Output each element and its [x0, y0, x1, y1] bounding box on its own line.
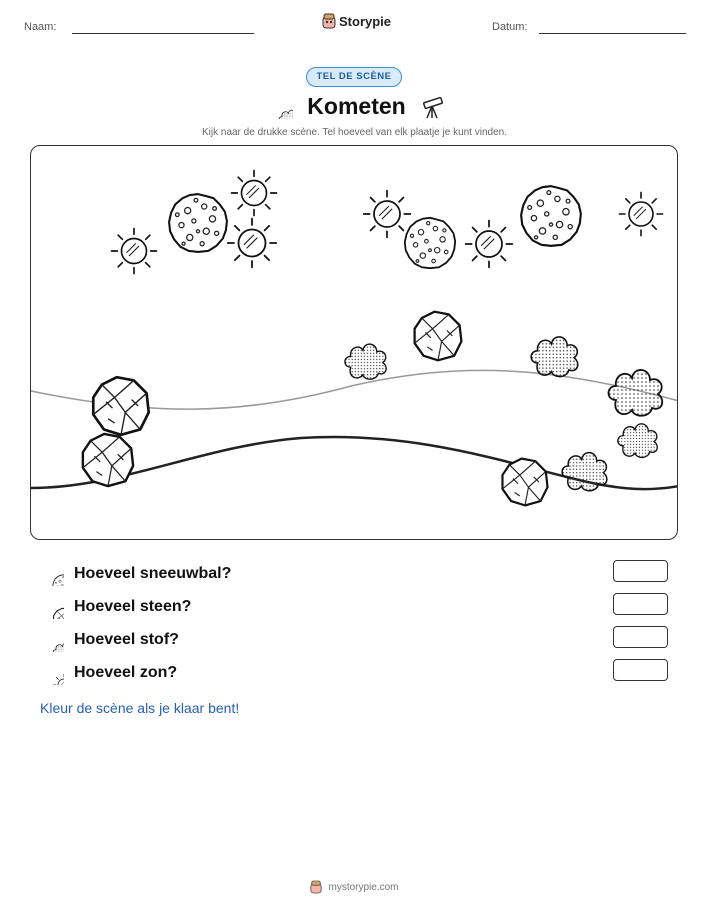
- brand-logo: [322, 13, 391, 29]
- answer-box-snowball[interactable]: [613, 560, 668, 582]
- dust-icon: [40, 628, 64, 652]
- name-field[interactable]: [72, 33, 254, 34]
- rock-item: [415, 312, 462, 361]
- question-text: Hoeveel sneeuwbal?: [74, 565, 232, 582]
- snowball-icon: [40, 562, 64, 586]
- question-text: Hoeveel steen?: [74, 598, 192, 615]
- dust-item: [562, 453, 607, 491]
- sun-icon: [40, 661, 64, 685]
- telescope-icon: [420, 94, 446, 120]
- rock-icon: [40, 595, 64, 619]
- date-label: Datum:: [492, 21, 528, 33]
- coloring-instruction: Kleur de scène als je klaar bent!: [40, 700, 240, 716]
- question-rock: [40, 595, 191, 619]
- rock-item: [502, 459, 547, 506]
- date-field[interactable]: [539, 33, 686, 34]
- answer-box-rock[interactable]: [613, 593, 668, 615]
- name-label: Naam:: [24, 21, 57, 33]
- sun-item: [232, 171, 277, 216]
- answer-box-dust[interactable]: [613, 626, 668, 648]
- dust-item: [345, 344, 386, 379]
- dust-item: [609, 370, 663, 416]
- storypie-mascot-icon: [310, 880, 322, 894]
- sun-item: [112, 229, 157, 274]
- rock-item: [93, 377, 148, 435]
- dust-item: [618, 424, 657, 458]
- snowball-item: [521, 186, 581, 246]
- count-scene: [30, 145, 678, 540]
- footer: [0, 880, 709, 894]
- question-dust: [40, 628, 179, 652]
- activity-badge: TEL DE SCÈNE: [306, 67, 402, 87]
- answer-box-sun[interactable]: [613, 659, 668, 681]
- sun-item: [466, 221, 513, 268]
- dust-cloud-icon: [263, 95, 293, 119]
- question-text: Hoeveel zon?: [74, 664, 178, 681]
- brand-name: Storypie: [339, 13, 392, 29]
- rock-item: [83, 434, 133, 486]
- storypie-mascot-icon: [322, 13, 336, 29]
- footer-url: mystorypie.com: [328, 881, 399, 893]
- sun-item: [364, 191, 411, 238]
- page-title: Kometen: [307, 93, 406, 119]
- question-text: Hoeveel stof?: [74, 631, 179, 648]
- question-snowball: [40, 562, 231, 586]
- snowball-item: [169, 194, 227, 252]
- scene-illustration: [31, 146, 678, 540]
- instructions-subtitle: Kijk naar de drukke scène. Tel hoeveel van elk plaatje je kunt vinden.: [201, 127, 507, 138]
- dust-item: [531, 337, 578, 377]
- sun-item: [228, 219, 277, 268]
- snowball-item: [405, 218, 455, 268]
- sun-item: [619, 192, 662, 235]
- question-sun: [40, 661, 177, 685]
